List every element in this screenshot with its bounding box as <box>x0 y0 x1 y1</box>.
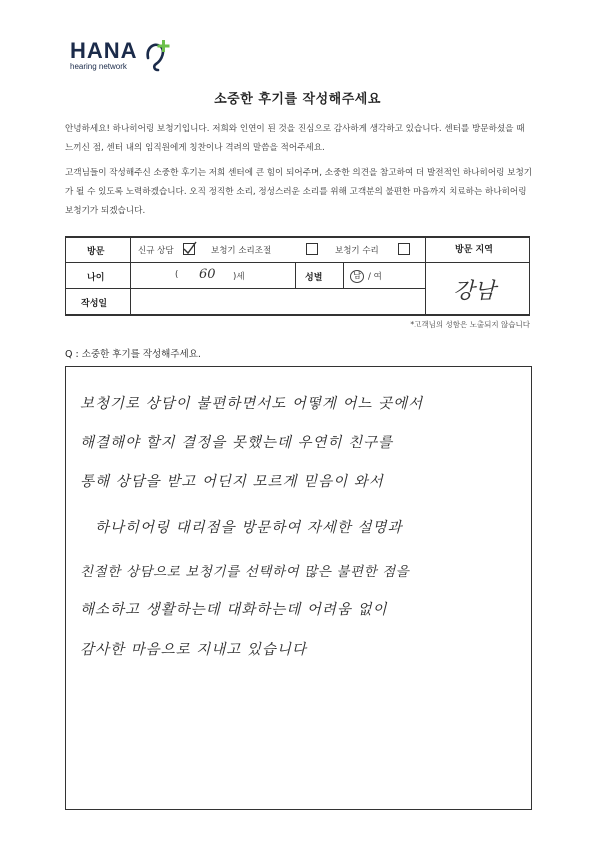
answer-line-1: 보청기로 상담이 불편하면서도 어떻게 어느 곳에서 <box>80 396 424 412</box>
page-title: 소중한 후기를 작성해주세요 <box>214 92 381 107</box>
intro-paragraph-2: 고객님들이 작성해주신 소중한 후기는 저희 센터에 큰 힘이 되어주며, 소중한 의견을 참고하여 더 발전적인 하나히어링 보청기가 될 수 있도록 노력하겠습니다. 오직 정직한 소리, 정성스러운 소리를 위해 고객분의 불편한 마음까지 치료하는 하나히어링 보청기가 되겠습니다. <box>65 168 533 216</box>
age-suffix: )세 <box>233 272 245 282</box>
option-sound-adjust-label: 보청기 소리조절 <box>211 246 272 256</box>
answer-line-6: 해소하고 생활하는데 대화하는데 어려움 없이 <box>80 602 388 618</box>
option-sound-adjust-checkbox[interactable] <box>306 243 318 255</box>
region-label: 방문 지역 <box>455 245 493 255</box>
answer-line-3: 통해 상담을 받고 어딘지 모르게 믿음이 와서 <box>80 474 384 490</box>
option-repair-label: 보청기 수리 <box>335 246 379 256</box>
logo-tagline: hearing network <box>70 62 127 71</box>
age-label: 나이 <box>87 273 105 283</box>
answer-line-2: 해결해야 할지 결정을 못했는데 우연히 친구를 <box>80 435 394 451</box>
answer-line-7: 감사한 마음으로 지내고 있습니다 <box>80 642 307 658</box>
visit-info-table <box>65 236 530 314</box>
gender-label: 성별 <box>305 273 323 283</box>
option-repair-checkbox[interactable] <box>398 243 410 255</box>
option-new-consult-checkbox[interactable] <box>183 243 195 255</box>
writer-label: 작성일 <box>81 299 108 309</box>
gender-male-circled[interactable]: 남 <box>350 270 364 283</box>
age-paren-open: ( <box>175 270 179 280</box>
privacy-note: *고객님의 성함은 노출되지 않습니다 <box>410 320 530 329</box>
intro-paragraph-1: 안녕하세요! 하나히어링 보청기입니다. 저희와 인연이 된 것을 진심으로 감사하게 생각하고 있습니다. 센터를 방문하셨을 때 느끼신 점, 센터 내의 임직원에게 칭찬이나 격려의 말씀을 적어주세요. <box>65 124 525 153</box>
visit-label: 방문 <box>87 247 105 257</box>
option-new-consult-label: 신규 상담 <box>138 246 174 256</box>
checkmark-icon <box>183 241 197 255</box>
age-value[interactable]: 60 <box>199 267 216 282</box>
logo-wordmark: HANA <box>70 38 138 63</box>
region-value[interactable]: 강남 <box>453 279 496 304</box>
answer-line-5: 친절한 상담으로 보청기를 선택하여 많은 불편한 점을 <box>80 564 410 580</box>
hana-logo <box>70 38 180 78</box>
question-label: Q : 소중한 후기를 작성해주세요. <box>65 349 201 360</box>
answer-line-4: 하나히어링 대리점을 방문하여 자세한 설명과 <box>95 520 403 536</box>
gender-female-option: / 여 <box>368 272 382 282</box>
hearing-plus-icon <box>142 38 172 72</box>
